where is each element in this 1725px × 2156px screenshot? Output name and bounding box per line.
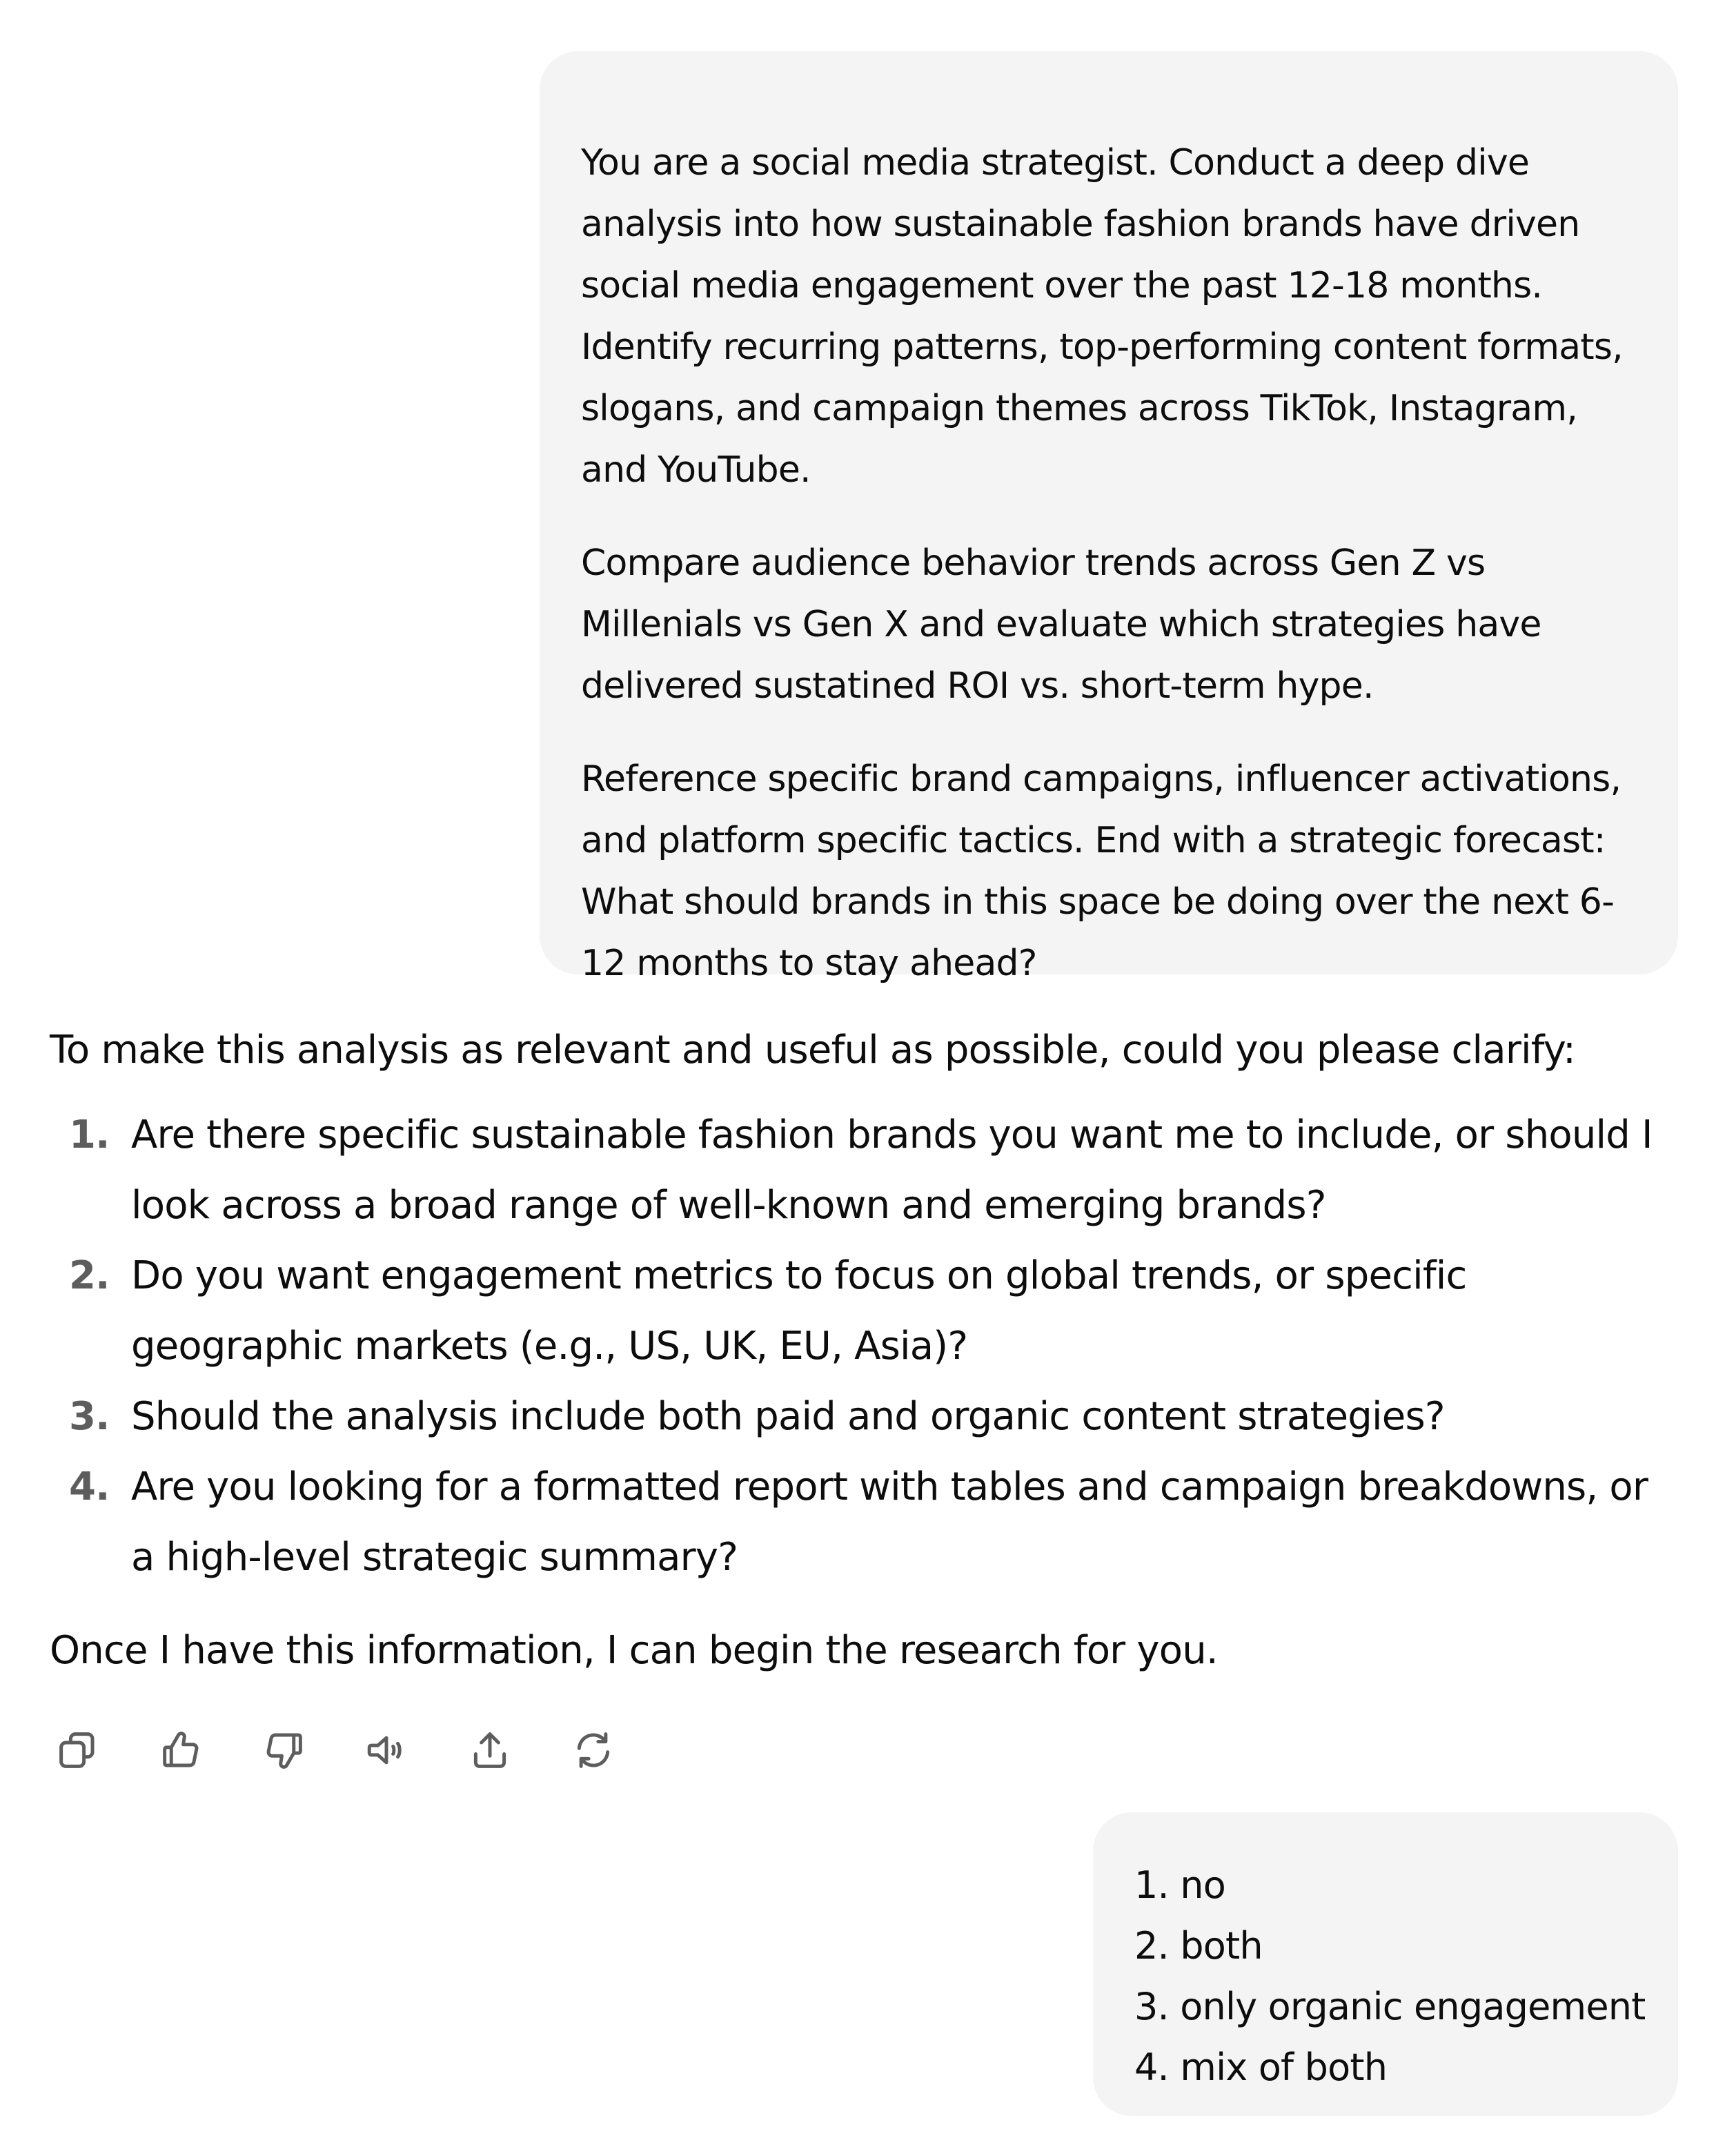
thumbs-up-button[interactable] bbox=[155, 1724, 207, 1776]
list-item-number: 1. bbox=[69, 1113, 110, 1157]
list-item-number: 3. bbox=[69, 1394, 110, 1439]
user-message-bubble bbox=[1093, 1812, 1678, 2116]
copy-button[interactable] bbox=[51, 1724, 103, 1776]
user-reply-line: 1. no bbox=[1134, 1863, 1225, 1907]
read-aloud-icon bbox=[364, 1727, 409, 1773]
list-item bbox=[50, 1452, 1678, 1593]
share-icon bbox=[467, 1727, 513, 1773]
assistant-outro-text: Once I have this information, I can begin the research for you. bbox=[50, 1628, 1218, 1673]
clarifying-questions-list bbox=[50, 1100, 1678, 1593]
list-item bbox=[50, 1241, 1678, 1382]
message-action-bar bbox=[51, 1724, 631, 1779]
list-item-number: 2. bbox=[69, 1253, 110, 1298]
user-message-paragraph: You are a social media strategist. Conduct a deep dive analysis into how sustainable fashion brands have driven social media engagement over the past 12-18 months. Identify recurring patterns, top-performing content formats, slogans, and campaign themes across TikTok, Instagram, and YouTube. bbox=[581, 142, 1623, 491]
assistant-intro-text: To make this analysis as relevant and useful as possible, could you please clarify: bbox=[50, 1028, 1576, 1072]
list-item-text: Should the analysis include both paid and organic content strategies? bbox=[131, 1394, 1445, 1439]
thumbs-down-icon bbox=[262, 1727, 307, 1773]
list-item bbox=[50, 1382, 1678, 1452]
user-reply-line: 3. only organic engagement bbox=[1134, 1985, 1646, 2028]
copy-icon bbox=[55, 1727, 100, 1773]
assistant-message bbox=[50, 1024, 1678, 1673]
regenerate-button[interactable] bbox=[567, 1724, 620, 1776]
list-item-text: Are there specific sustainable fashion brands you want me to include, or should I look across a broad range of well-known and emerging brands? bbox=[131, 1113, 1653, 1228]
list-item bbox=[50, 1100, 1678, 1241]
list-item-text: Do you want engagement metrics to focus on global trends, or specific geographic markets (e.g., US, UK, EU, Asia)? bbox=[131, 1253, 1467, 1369]
user-reply-line: 2. both bbox=[1134, 1924, 1263, 1968]
list-item-text: Are you looking for a formatted report with tables and campaign breakdowns, or a high-level strategic summary? bbox=[131, 1464, 1648, 1580]
thumbs-down-button[interactable] bbox=[258, 1724, 310, 1776]
thumbs-up-icon bbox=[158, 1727, 204, 1773]
read-aloud-button[interactable] bbox=[360, 1724, 413, 1776]
user-message-paragraph: Compare audience behavior trends across Gen Z vs Millenials vs Gen X and evaluate which strategies have delivered sustatined ROI vs. short-term hype. bbox=[581, 542, 1541, 707]
list-item-number: 4. bbox=[69, 1464, 110, 1509]
user-reply-line: 4. mix of both bbox=[1134, 2046, 1388, 2089]
user-message-bubble bbox=[540, 51, 1678, 984]
regenerate-icon bbox=[571, 1727, 616, 1773]
share-button[interactable] bbox=[464, 1724, 516, 1776]
user-message-paragraph: Reference specific brand campaigns, influencer activations, and platform specific tactics. End with a strategic forecast: What should brands in this space be doing over the next 6-12 months to stay ahead? bbox=[581, 758, 1621, 984]
